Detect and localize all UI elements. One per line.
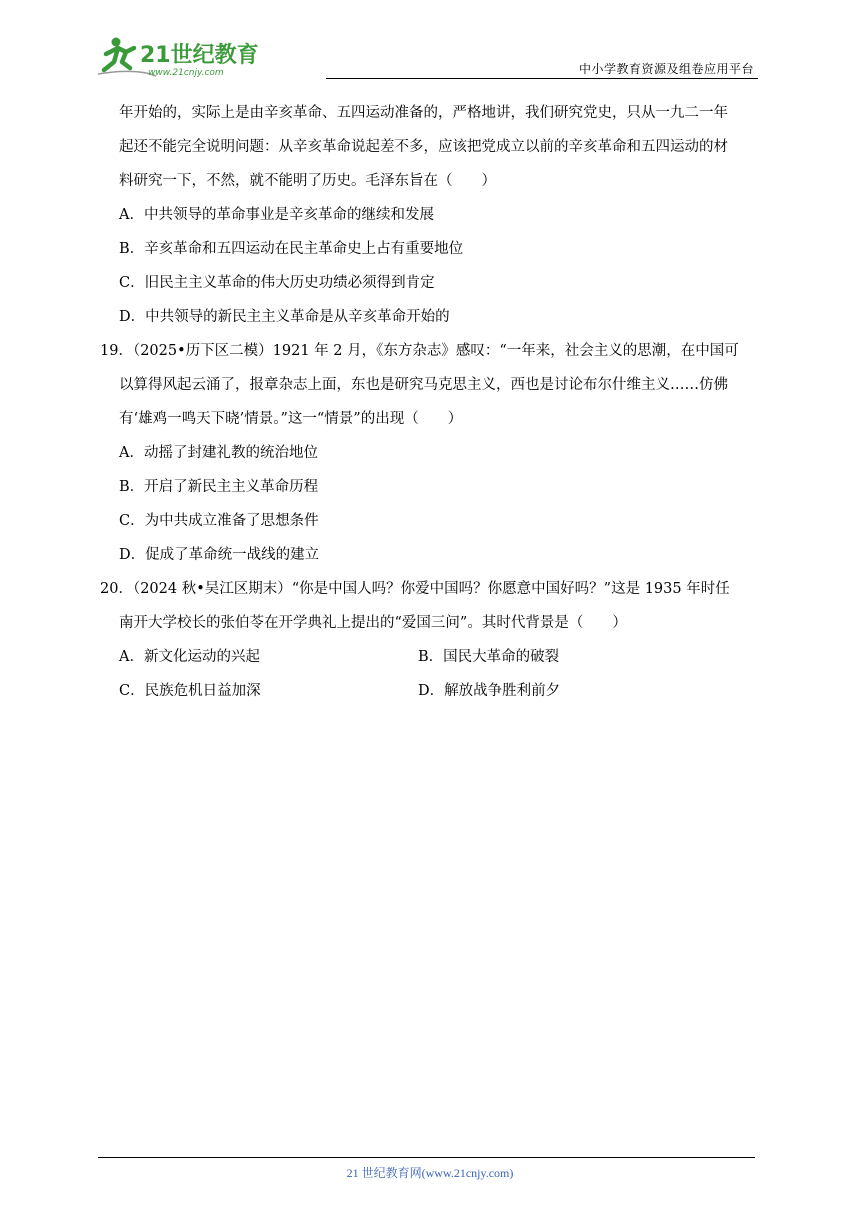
logo bbox=[96, 34, 266, 80]
logo-text: 21世纪教育 bbox=[140, 43, 259, 68]
q18-stem-line: 料研究一下，不然，就不能明了历史。毛泽东旨在（ ） bbox=[119, 173, 496, 189]
q19-option-d: D．促成了革命统一战线的建立 bbox=[119, 547, 320, 563]
q19-stem-line: 有‘雄鸡一鸣天下晓’情景。”这一“情景”的出现（ ） bbox=[119, 411, 463, 427]
q18-option-c: C．旧民主主义革命的伟大历史功绩必须得到肯定 bbox=[119, 275, 435, 291]
q20-stem-line: 南开大学校长的张伯苓在开学典礼上提出的“爱国三问”。其时代背景是（ ） bbox=[119, 615, 627, 631]
q20-options-row-2 bbox=[100, 674, 772, 708]
q18-option-b: B．辛亥革命和五四运动在民主革命史上占有重要地位 bbox=[119, 241, 464, 257]
q19-option-b: B．开启了新民主主义革命历程 bbox=[119, 479, 319, 495]
q20-option-b: B．国民大革命的破裂 bbox=[418, 649, 560, 665]
q20-options-row-1 bbox=[100, 640, 772, 674]
q20-option-d: D．解放战争胜利前夕 bbox=[418, 683, 561, 699]
footer-text[interactable]: 21 世纪教育网(www.21cnjy.com) bbox=[346, 1166, 514, 1180]
header-platform-text: 中小学教育资源及组卷应用平台 bbox=[578, 62, 754, 76]
q20-stem-line: 20．（2024 秋•吴江区期末）“你是中国人吗？你爱中国吗？你愿意中国好吗？”这是 1935 年时任 bbox=[100, 581, 730, 597]
q18-stem-line: 年开始的，实际上是由辛亥革命、五四运动准备的，严格地讲，我们研究党史，只从一九二一年 bbox=[119, 105, 728, 121]
q20-option-c: C．民族危机日益加深 bbox=[119, 683, 261, 699]
page-header bbox=[96, 34, 758, 80]
q18-option-a: A．中共领导的革命事业是辛亥革命的继续和发展 bbox=[119, 207, 434, 223]
q20-option-a: A．新文化运动的兴起 bbox=[119, 649, 260, 665]
q18-stem-line: 起还不能完全说明问题：从辛亥革命说起差不多，应该把党成立以前的辛亥革命和五四运动的材 bbox=[119, 139, 728, 155]
footer-divider bbox=[98, 1157, 755, 1158]
q19-stem-line: 19．（2025•历下区二模）1921 年 2 月，《东方杂志》感叹：“一年来，社会主义的思潮，在中国可 bbox=[100, 343, 739, 359]
header-divider bbox=[326, 78, 758, 79]
q19-option-c: C．为中共成立准备了思想条件 bbox=[119, 513, 319, 529]
q18-option-d: D．中共领导的新民主主义革命是从辛亥革命开始的 bbox=[119, 309, 450, 325]
document-body bbox=[100, 96, 772, 708]
logo-url: www.21cnjy.com bbox=[148, 68, 224, 78]
q19-option-a: A．动摇了封建礼教的统治地位 bbox=[119, 445, 318, 461]
q19-stem-line: 以算得风起云涌了，报章杂志上面，东也是研究马克思主义，西也是讨论布尔什维主义……仿佛 bbox=[119, 377, 728, 393]
